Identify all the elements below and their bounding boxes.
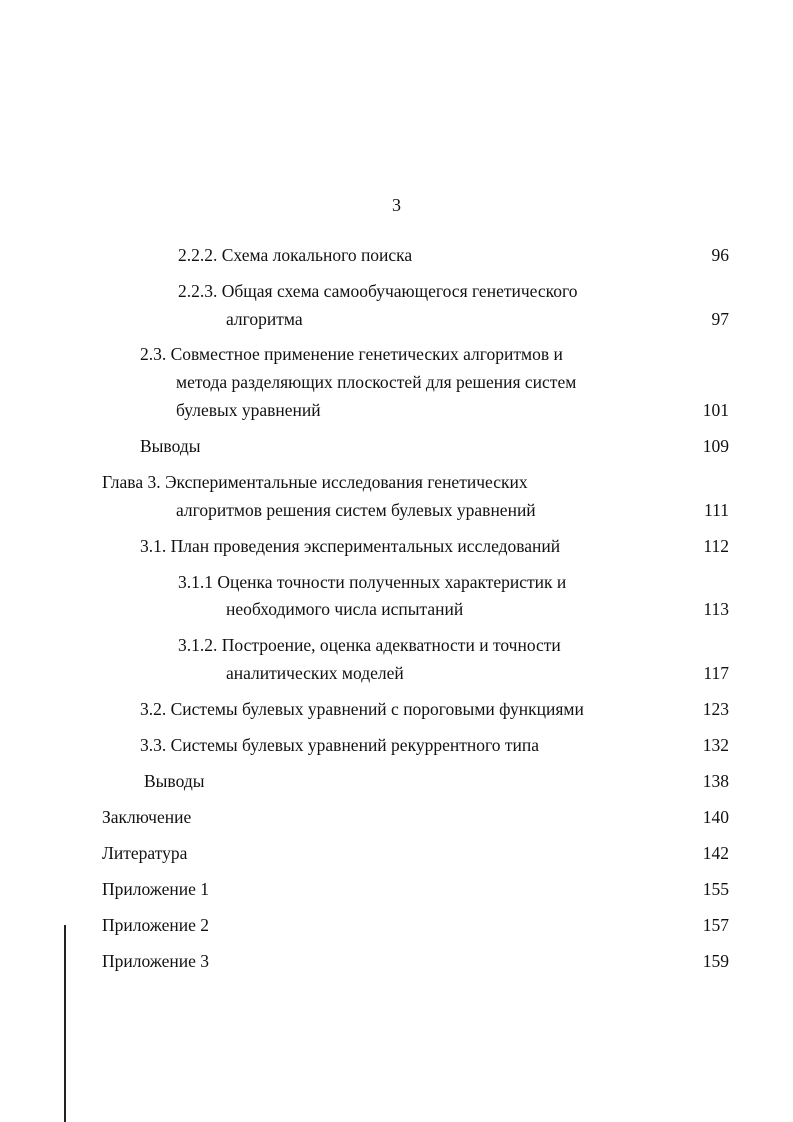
toc-page-number: 123 <box>702 699 729 719</box>
toc-entry-3-1: 3.1. План проведения экспериментальных исследований <box>140 536 561 556</box>
toc-entry-2-3-cont: булевых уравнений <box>176 400 321 420</box>
toc-entry-3-1-2: 3.1.2. Построение, оценка адекватности и точности <box>178 635 561 655</box>
toc-page-number: 101 <box>702 400 729 420</box>
toc-page-number: 109 <box>702 436 729 456</box>
toc-entry-appendix-2: Приложение 2 <box>102 915 210 935</box>
toc-entry-2-2-3: 2.2.3. Общая схема самообучающегося генетического <box>178 281 578 301</box>
scan-edge-line <box>64 925 66 1122</box>
toc-page-number: 159 <box>702 951 729 971</box>
toc-entry-3-1-2-cont: аналитических моделей <box>226 663 404 683</box>
toc-page-number: 97 <box>711 309 729 329</box>
toc-entry-conclusions-ch2: Выводы <box>140 436 201 456</box>
toc-page-number: 142 <box>702 843 729 863</box>
toc-entry-2-2-3-cont: алгоритма <box>226 309 303 329</box>
toc-page-number: 132 <box>702 735 729 755</box>
toc-entry-2-3-cont: метода разделяющих плоскостей для решения систем <box>176 372 577 392</box>
toc-page-number: 157 <box>702 915 729 935</box>
toc-entry-3-1-1-cont: необходимого числа испытаний <box>226 599 464 619</box>
toc-page-number: 112 <box>703 536 729 556</box>
toc-entry-3-2: 3.2. Системы булевых уравнений с пороговыми функциями <box>140 699 584 719</box>
toc-page-number: 138 <box>702 771 729 791</box>
toc-entry-appendix-3: Приложение 3 <box>102 951 210 971</box>
toc-entry-chapter-3: Глава 3. Экспериментальные исследования генетических <box>102 472 528 492</box>
toc-page-number: 96 <box>711 245 729 265</box>
toc-page-number: 155 <box>702 879 729 899</box>
toc-entry-summary: Заключение <box>102 807 192 827</box>
toc-entry-3-1-1: 3.1.1 Оценка точности полученных характеристик и <box>178 572 567 592</box>
toc-entry-chapter-3-cont: алгоритмов решения систем булевых уравнений <box>176 500 536 520</box>
toc-page-number: 140 <box>702 807 729 827</box>
toc-entry-2-3: 2.3. Совместное применение генетических алгоритмов и <box>140 344 563 364</box>
page-number: 3 <box>392 195 401 215</box>
toc-page-number: 117 <box>703 663 729 683</box>
toc-page-number: 113 <box>703 599 729 619</box>
toc-entry-3-3: 3.3. Системы булевых уравнений рекуррентного типа <box>140 735 539 755</box>
toc-page-number: 111 <box>704 500 729 520</box>
toc-entry-conclusions-ch3: Выводы <box>144 771 205 791</box>
toc-entry-2-2-2: 2.2.2. Схема локального поиска <box>178 245 413 265</box>
toc-entry-appendix-1: Приложение 1 <box>102 879 210 899</box>
toc-entry-references: Литература <box>102 843 188 863</box>
